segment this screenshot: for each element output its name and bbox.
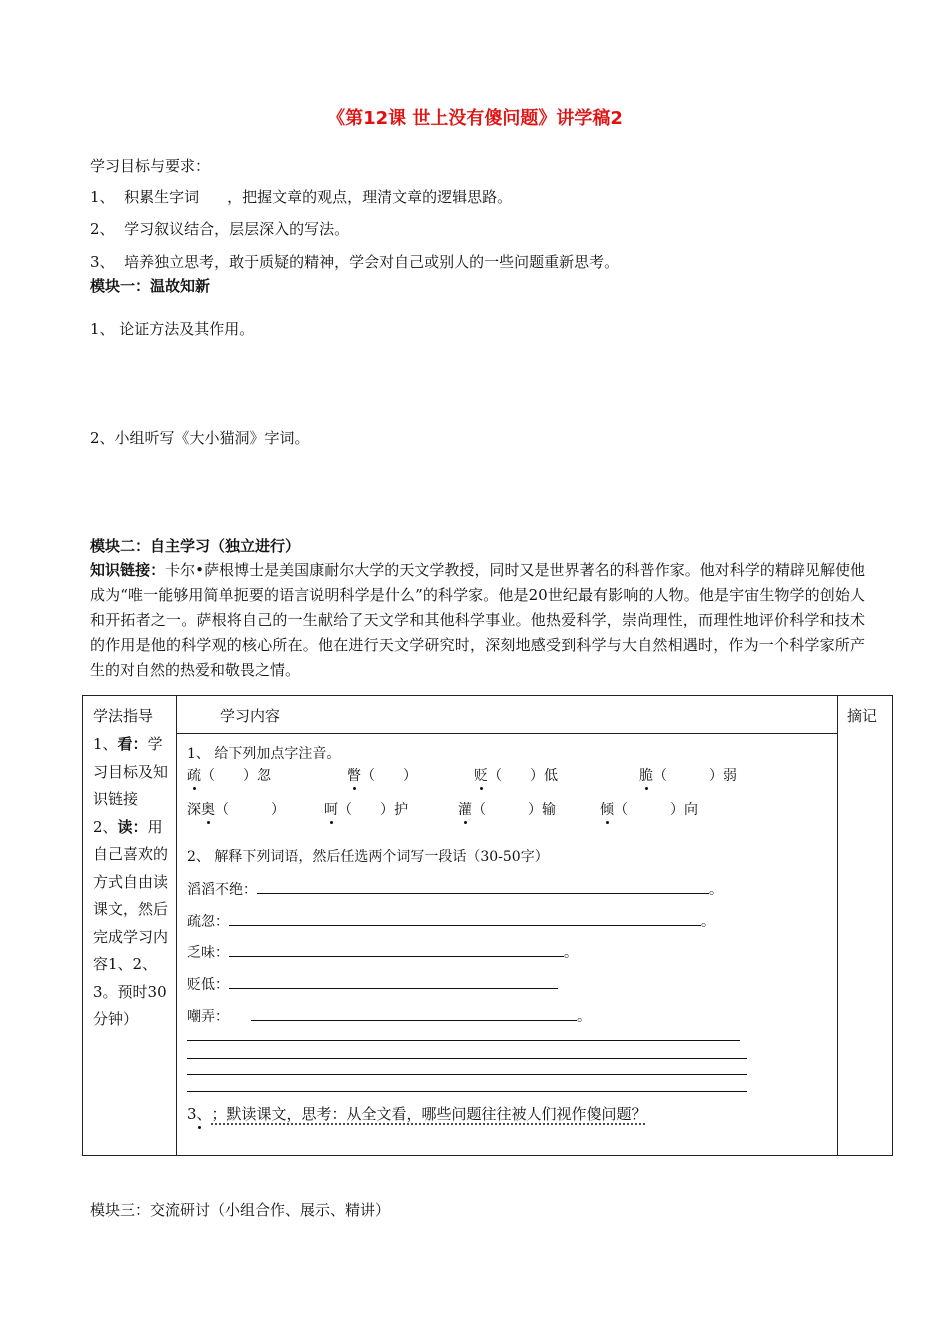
goal-item-1: 1、 积累生字词 ，把握文章的观点，理清文章的逻辑思路。	[90, 188, 513, 206]
q2-prompt: 2、 解释下列词语，然后任选两个词写一段话（30-50字）	[187, 849, 549, 865]
knowledge-link-text: 卡尔•萨根博士是美国康耐尔大学的天文学教授，同时又是世界著名的科普作家。他对科学的精辟见解使他成为“唯一能够用简单扼要的语言说明科学是什么”的科学家。他是20世纪最有影响的人物。他是宇宙生物学的创始人和开拓者之一。萨根将自己的一生献给了天文学和其他科学事业。他热爱科学，崇尚理性，而理性地评价科学和技术的作用是他的科学观的核心所在。他在进行天文学研究时，深刻地感受到科学与大自然相遇时，作为一个科学家所产生的对自然的热爱和敬畏之情。	[90, 561, 865, 679]
module3-heading: 模块三：交流研讨（小组合作、展示、精讲）	[90, 1201, 391, 1219]
goal-item-3: 3、 培养独立思考，敢于质疑的精神，学会对自己或别人的一些问题重新思考。	[90, 253, 620, 271]
header-content: 学习内容	[220, 707, 281, 725]
q2-word-2: 疏忽： 。	[187, 914, 715, 930]
module1-heading: 模块一：温故知新	[90, 277, 211, 295]
q2-word-3: 乏味： 。	[187, 945, 578, 961]
q2-word-1: 滔滔不绝： 。	[187, 882, 723, 898]
header-method: 学法指导	[93, 707, 154, 725]
knowledge-link	[90, 558, 865, 683]
module1-question-2: 2、小组听写《大小猫洞》字词。	[90, 429, 310, 447]
page-title: 《第12课 世上没有傻问题》讲学稿2	[327, 108, 623, 129]
study-guide: 1、看：学习目标及知识链接 2、读：用自己喜欢的方式自由读课文，然后完成学习内容1、2、3。预时30分钟）	[93, 735, 169, 1028]
q1-prompt: 1、 给下列加点字注音。	[187, 746, 341, 762]
study-table: 学法指导 学习内容 摘记 1、看：学习目标及知识链接 2、读：用自己喜欢的方式自由读课文，然后完成学习内容1、2、3。预时30分钟） 1、 给下列加点字注音。 疏（ ）忽 瞥（ ） 贬（ ）低 脆（ ）弱 深奥（ ） 呵（ ）护 灌（ ）输 倾（ ）向 2、 解释下列词语，然后任选两个词写一段话（30-50字） 滔滔不绝： 。 疏忽： 。 乏味： 。 贬低： 嘲弄： 。 3、；默读课文，思考：从全文看，哪些问题往往被人们视作傻问题？	[82, 695, 893, 1156]
q2-word-5: 嘲弄： 。	[187, 1009, 591, 1025]
module1-question-1: 1、 论证方法及其作用。	[90, 320, 255, 338]
header-notes: 摘记	[847, 707, 878, 725]
goal-item-2: 2、 学习叙议结合，层层深入的写法。	[90, 220, 350, 238]
knowledge-link-label: 知识链接：	[90, 561, 166, 579]
q3-text: 3、；默读课文，思考：从全文看，哪些问题往往被人们视作傻问题？	[187, 1105, 647, 1123]
module2-heading: 模块二：自主学习（独立进行）	[90, 537, 301, 555]
goals-heading: 学习目标与要求：	[90, 157, 211, 175]
q2-word-4: 贬低：	[187, 974, 558, 994]
